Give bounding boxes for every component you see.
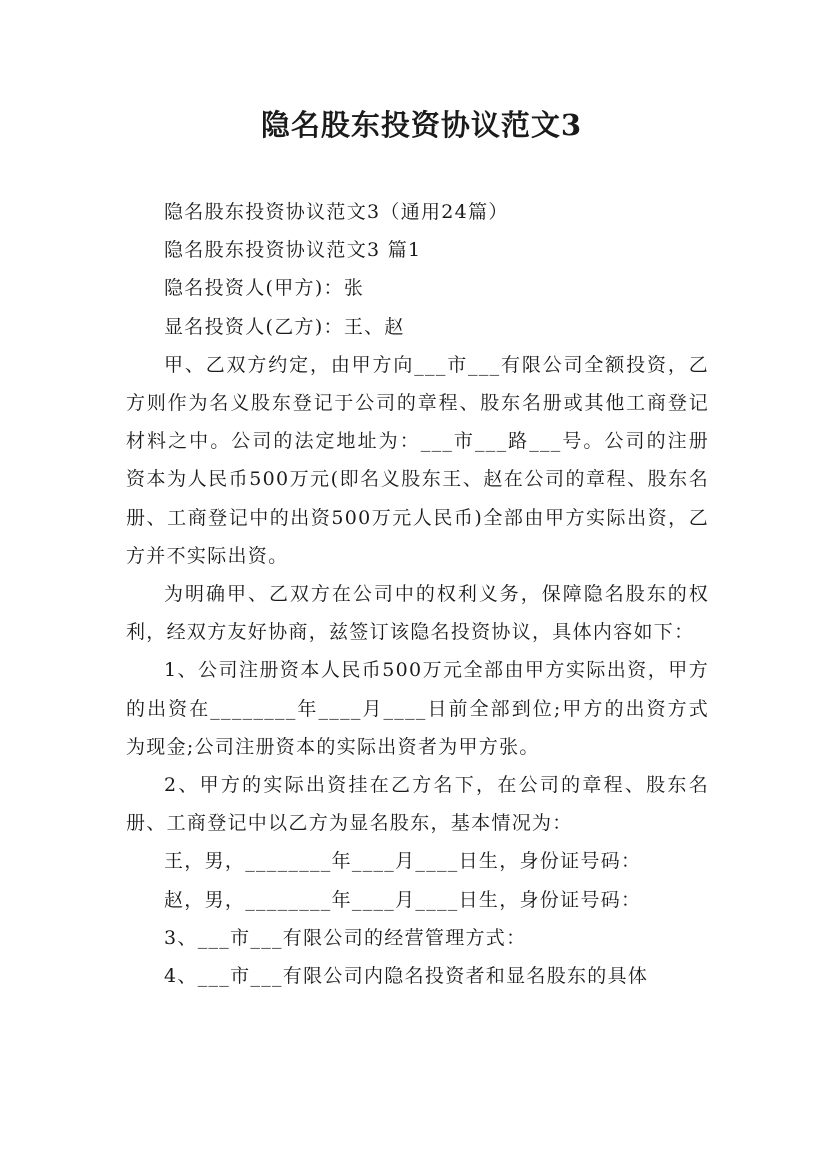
agreement-paragraph: 甲、乙双方约定，由甲方向___市___有限公司全额投资，乙方则作为名义股东登记于公司的章程、股东名册或其他工商登记材料之中。公司的法定地址为：___市___路___号。公司的注册资本为人民币500万元(即名义股东王、赵在公司的章程、股东名册、工商登记中的出资500万元人民币)全部由甲方实际出资，乙方并不实际出资。 xyxy=(126,353,709,567)
clause-4: 4、___市___有限公司内隐名投资者和显名股东的具体 xyxy=(164,965,649,988)
clause-3: 3、___市___有限公司的经营管理方式： xyxy=(164,926,527,949)
shareholder-wang-line: 王，男，________年____月____日生，身份证号码： xyxy=(164,850,642,873)
shareholder-zhao-line: 赵，男，________年____月____日生，身份证号码： xyxy=(164,888,642,911)
clause-2: 2、甲方的实际出资挂在乙方名下，在公司的章程、股东名册、工商登记中以乙方为显名股东，基本情况为： xyxy=(126,774,709,835)
purpose-paragraph: 为明确甲、乙双方在公司中的权利义务，保障隐名股东的权利，经双方友好协商，兹签订该隐名投资协议，具体内容如下： xyxy=(126,583,709,644)
document-body xyxy=(126,193,709,995)
subtitle-paragraph: 隐名股东投资协议范文3（通用24篇） xyxy=(164,201,509,223)
section-heading: 隐名股东投资协议范文3 篇1 xyxy=(164,239,422,262)
party-b-line: 显名投资人(乙方)：王、赵 xyxy=(164,315,405,338)
party-a-line: 隐名投资人(甲方)：张 xyxy=(164,277,365,300)
document-title: 隐名股东投资协议范文3 xyxy=(260,108,583,142)
clause-1: 1、公司注册资本人民币500万元全部由甲方实际出资，甲方的出资在________年____月____日前全部到位;甲方的出资方式为现金;公司注册资本的实际出资者为甲方张。 xyxy=(126,659,709,758)
